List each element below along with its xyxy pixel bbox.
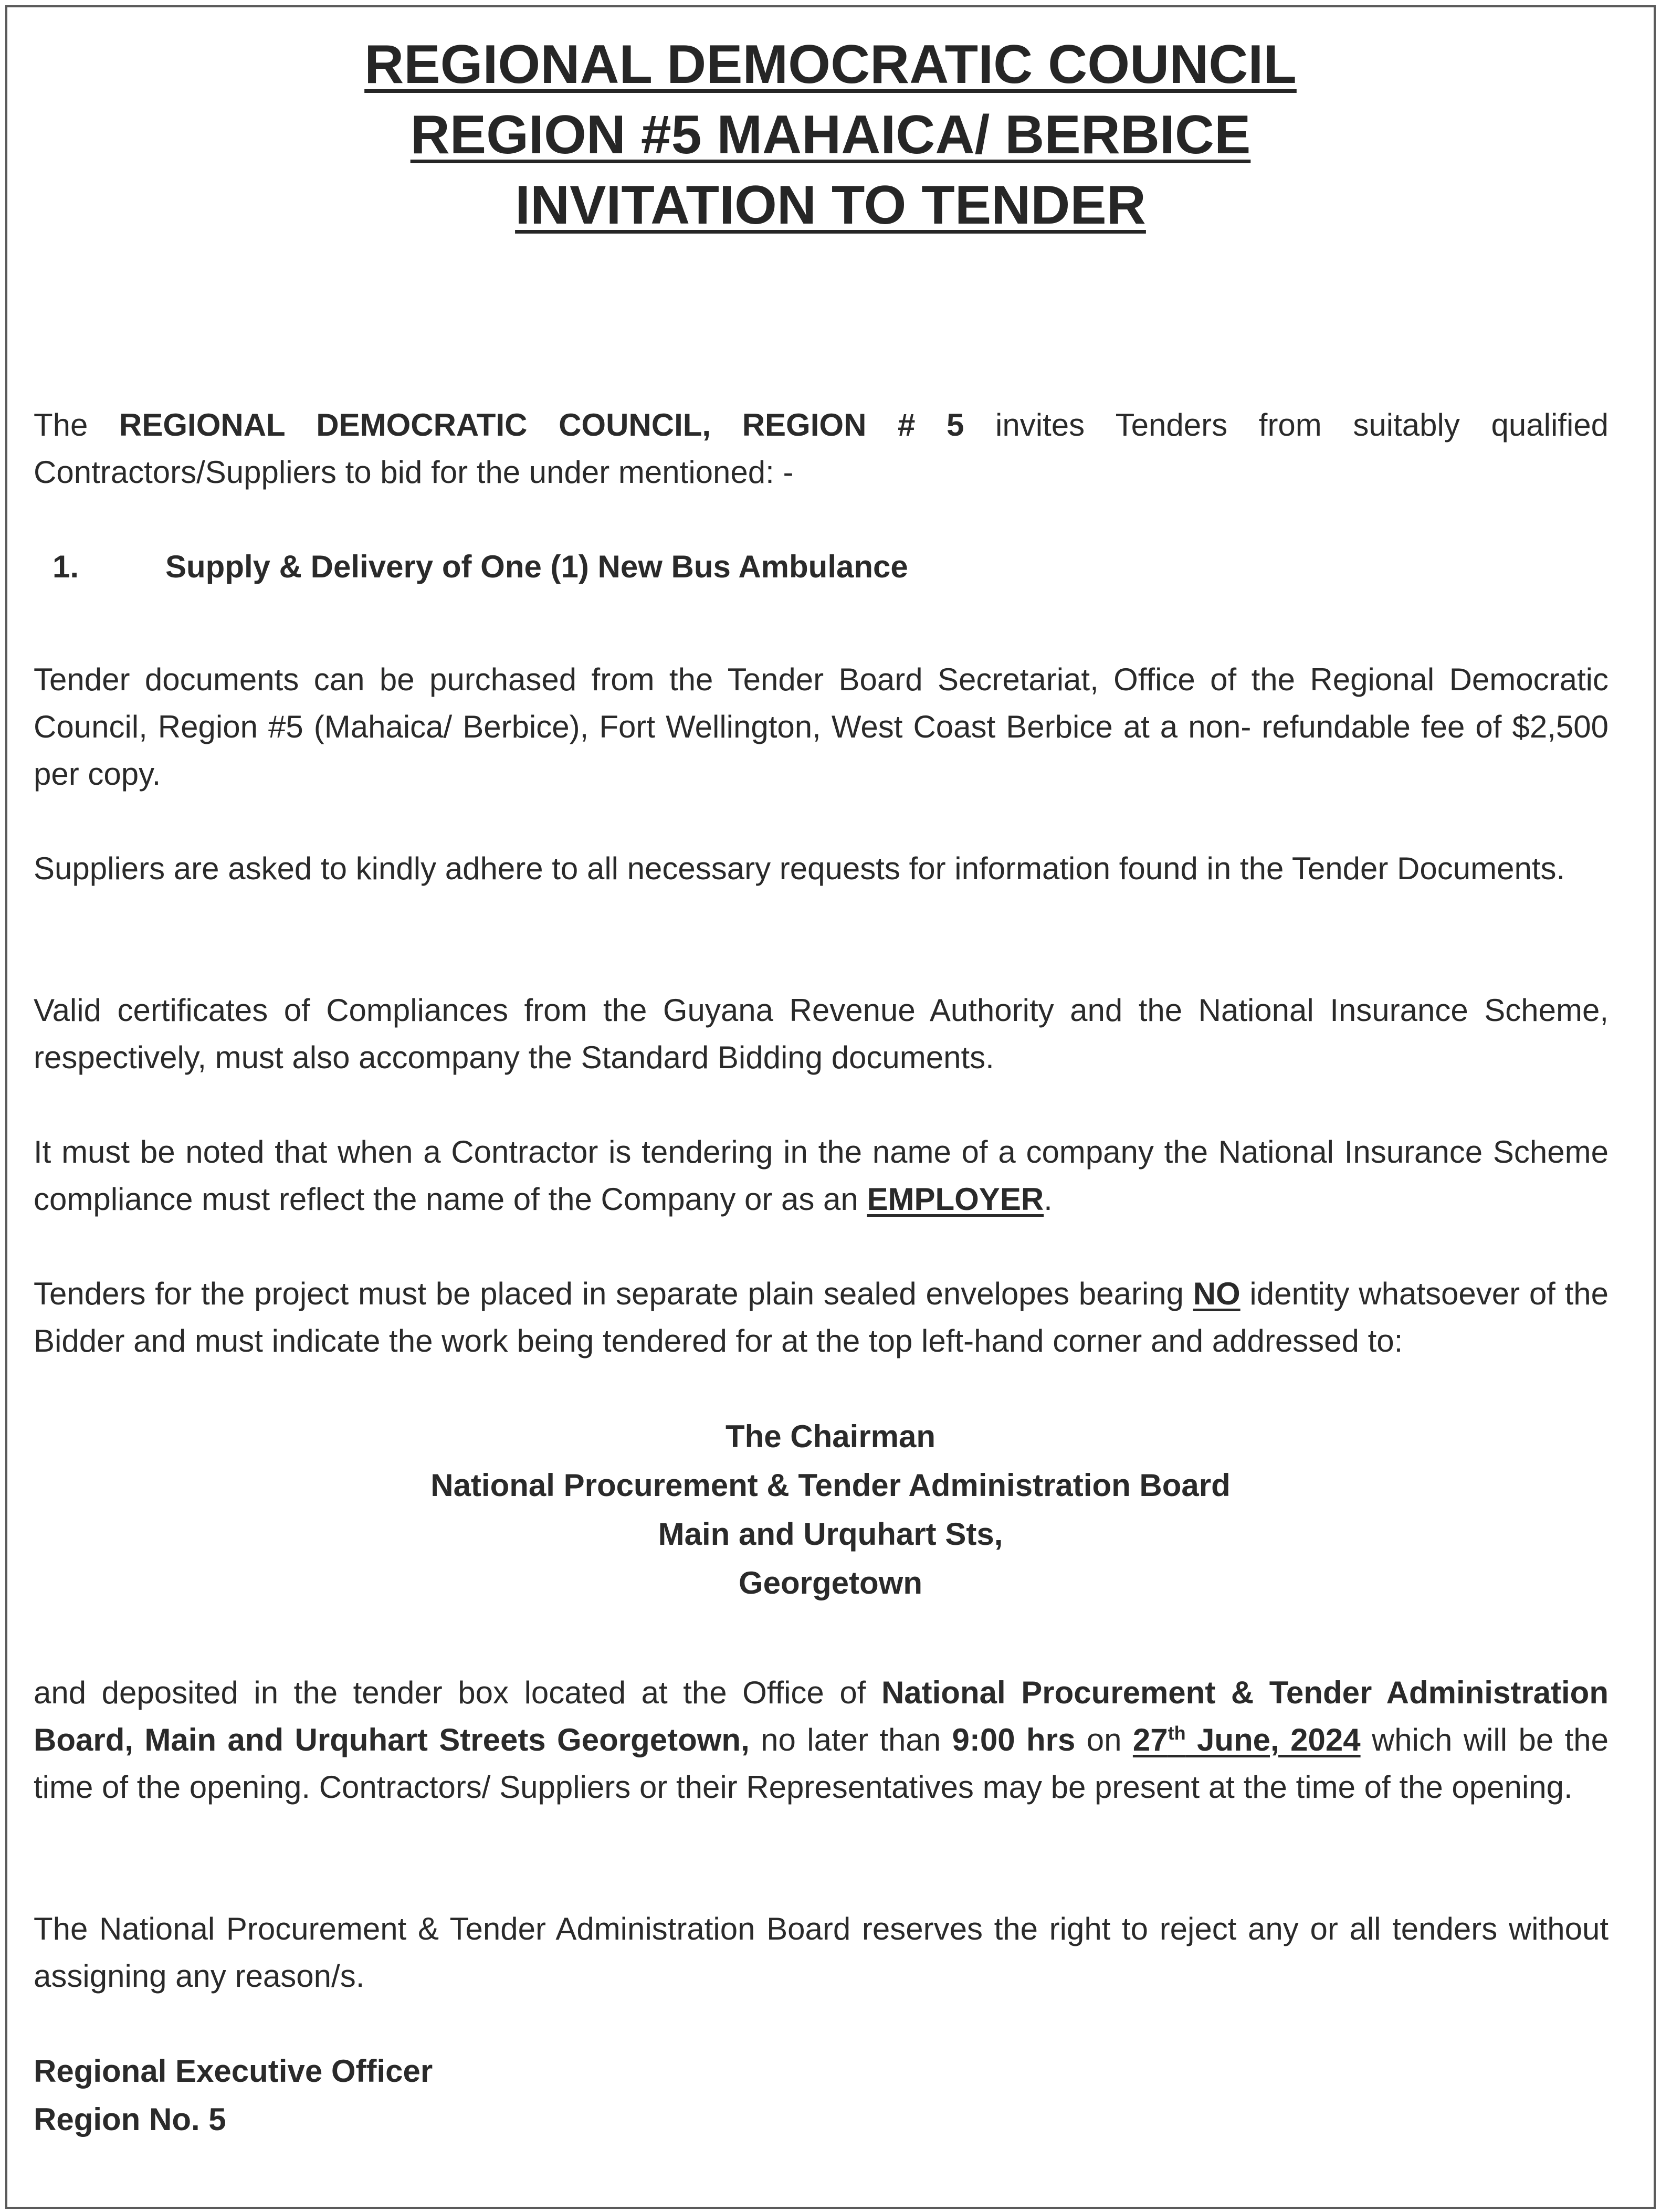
tender-item-description: Supply & Delivery of One (1) New Bus Ambulance bbox=[165, 549, 908, 584]
no-emphasis: NO bbox=[1193, 1276, 1241, 1311]
address-line-3: Main and Urquhart Sts, bbox=[658, 1516, 1003, 1552]
address-line-2: National Procurement & Tender Administration Board bbox=[430, 1468, 1231, 1503]
noted-paragraph: It must be noted that when a Contractor is tendering in the name of a company the National Insurance Scheme compliance must reflect the name of the Company or as an EMPLOYER. bbox=[34, 1134, 1609, 1217]
employer-emphasis: EMPLOYER bbox=[867, 1182, 1044, 1217]
address-line-1: The Chairman bbox=[725, 1419, 936, 1454]
reserves-paragraph: The National Procurement & Tender Administration Board reserves the right to reject any or all tenders without assigning any reason/s. bbox=[34, 1911, 1609, 1994]
deposit-office: National Procurement & Tender Administration Board, Main and Urquhart Streets Georgetown, bbox=[34, 1675, 1609, 1757]
envelopes-paragraph: Tenders for the project must be placed in separate plain sealed envelopes bearing NO identity whatsoever of the Bidder and must indicate the work being tendered for at the top left-hand corner and addressed to: bbox=[34, 1276, 1609, 1358]
header-title-line-2: REGION #5 MAHAICA/ BERBICE bbox=[410, 104, 1251, 165]
signature-block bbox=[34, 2047, 433, 2144]
address-line-4: Georgetown bbox=[738, 1565, 922, 1600]
header-title-line-1: REGIONAL DEMOCRATIC COUNCIL bbox=[364, 34, 1297, 95]
tender-item-number: 1. bbox=[52, 549, 79, 584]
notice-header bbox=[0, 30, 1661, 241]
signature-region: Region No. 5 bbox=[34, 2102, 226, 2137]
page-border bbox=[5, 5, 1656, 2209]
deposit-date: 27th June, 2024 bbox=[1132, 1722, 1361, 1757]
deposit-time: 9:00 hrs bbox=[952, 1722, 1076, 1757]
documents-paragraph: Tender documents can be purchased from the Tender Board Secretariat, Office of the Regional Democratic Council, Region #5 (Mahaica/ Berbice), Fort Wellington, West Coast Berbice at a non- refundable fee of $2,500 per copy. bbox=[34, 662, 1609, 792]
header-title-line-3: INVITATION TO TENDER bbox=[515, 175, 1146, 236]
adhere-paragraph: Suppliers are asked to kindly adhere to all necessary requests for information found in the Tender Documents. bbox=[34, 851, 1565, 886]
council-name: REGIONAL DEMOCRATIC COUNCIL, REGION # 5 bbox=[119, 407, 964, 443]
deposit-paragraph: and deposited in the tender box located at the Office of National Procurement & Tender Administration Board, Main and Urquhart Streets Georgetown, no later than 9:00 hrs on 27th June, 2024 which will be the time of the opening. Contractors/ Suppliers or their Representatives may be present at the time of the opening. bbox=[34, 1675, 1609, 1805]
certificates-paragraph: Valid certificates of Compliances from the Guyana Revenue Authority and the National Insurance Scheme, respectively, must also accompany the Standard Bidding documents. bbox=[34, 993, 1609, 1075]
signature-title: Regional Executive Officer bbox=[34, 2053, 433, 2089]
tender-item bbox=[52, 543, 908, 591]
address-block bbox=[0, 1412, 1661, 1607]
intro-paragraph: The REGIONAL DEMOCRATIC COUNCIL, REGION # 5 invites Tenders from suitably qualified Contractors/Suppliers to bid for the under mentioned: - bbox=[34, 407, 1609, 490]
